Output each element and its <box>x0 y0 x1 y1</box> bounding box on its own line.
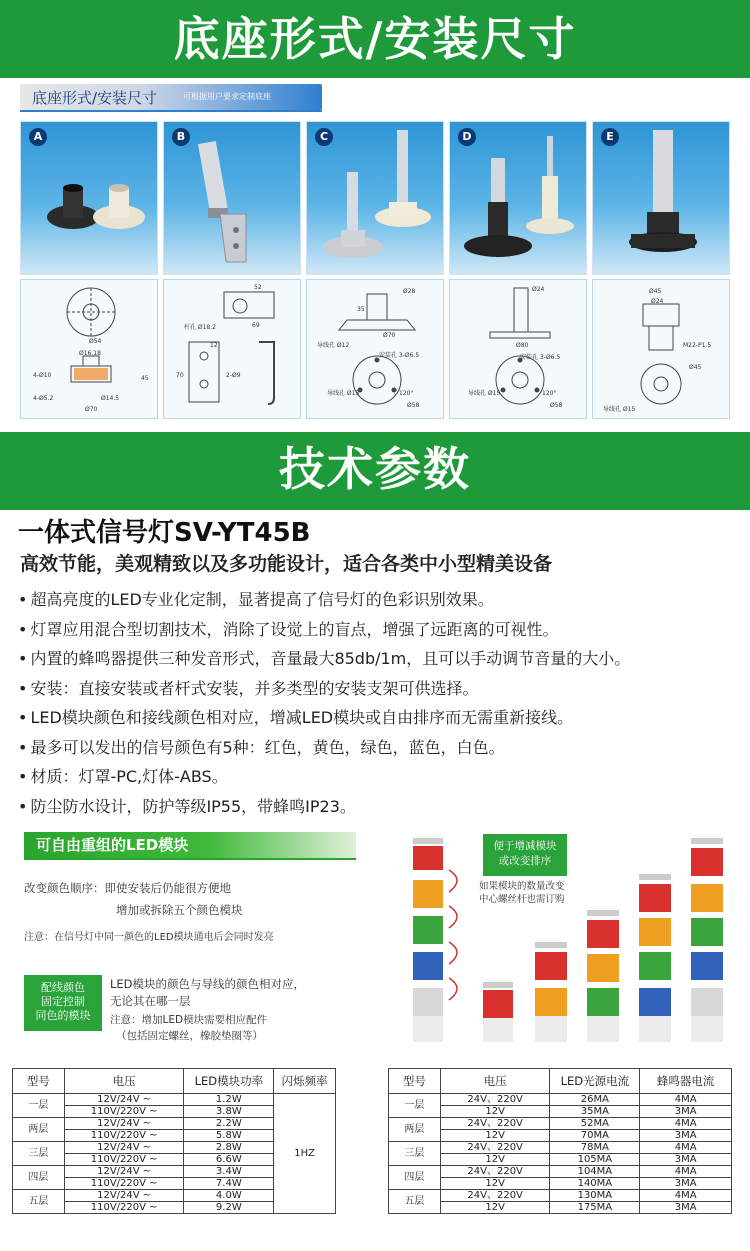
table-cell: 24V、220V <box>440 1190 550 1202</box>
table-cell: 12V/24V ~ <box>64 1166 184 1178</box>
table-cell: 110V/220V ~ <box>64 1106 184 1118</box>
table-cell: 1.2W <box>184 1094 274 1106</box>
table-cell: 24V、220V <box>440 1166 550 1178</box>
table-cell: 一层 <box>389 1094 441 1118</box>
table-row <box>389 1094 732 1106</box>
product-subtitle: 高效节能，美观精致以及多功能设计，适合各类中小型精美设备 <box>20 553 553 575</box>
module-note1: 注意：在信号灯中同一颜色的LED模块通电后会同时发亮 <box>24 932 274 943</box>
module-line2: 增加或拆除五个颜色模块 <box>116 903 243 917</box>
wiring-color-box <box>24 975 102 1031</box>
module-stack-left <box>413 838 457 1042</box>
table-cell: 24V、220V <box>440 1118 550 1130</box>
dim-label: 导线孔 Ø15 <box>468 390 501 397</box>
module-note2: 注意：增加LED模块需要相应配件 <box>110 1014 268 1026</box>
section-title-tech: 技术参数 <box>0 432 750 510</box>
dim-label: Ø14.5 <box>101 395 120 402</box>
base-subheader-note: 可根据用户要求定制底座 <box>183 92 271 101</box>
table-cell: 一层 <box>13 1094 65 1118</box>
table-header: 型号 <box>389 1069 441 1094</box>
table-cell: 4MA <box>640 1166 732 1178</box>
feature-item: • 材质：灯罩-PC,灯体-ABS。 <box>18 765 738 795</box>
module-desc1: LED模块的颜色与导线的颜色相对应， <box>110 977 306 991</box>
table-row <box>389 1178 732 1190</box>
feature-list <box>18 588 738 824</box>
dim-label: Ø70 <box>383 332 396 339</box>
dim-label: Ø58 <box>550 402 563 409</box>
base-subheader <box>20 84 322 110</box>
feature-item: • 灯罩应用混合型切割技术，消除了设觉上的盲点，增强了远距离的可视性。 <box>18 618 738 648</box>
table-header: 电压 <box>440 1069 550 1094</box>
table-row <box>389 1154 732 1166</box>
dim-label: Ø58 <box>407 402 420 409</box>
dim-label: Ø24 <box>532 286 545 293</box>
base-photo-e <box>592 121 730 275</box>
callout-line: 便于增减模块 <box>493 840 557 852</box>
dim-label: 4-Ø5.2 <box>33 395 54 402</box>
feature-item: • LED模块颜色和接线颜色相对应，增减LED模块或自由排序而无需重新接线。 <box>18 706 738 736</box>
table-cell: 四层 <box>389 1166 441 1190</box>
table-cell: 4.0W <box>184 1190 274 1202</box>
dim-label: Ø80 <box>516 342 529 349</box>
table-row <box>389 1142 732 1154</box>
feature-item: • 安装：直接安装或者杆式安装，并多类型的安装支架可供选择。 <box>18 677 738 707</box>
dim-label: 导线孔 Ø15 <box>327 390 360 397</box>
feature-item: • 最多可以发出的信号颜色有5种：红色，黄色，绿色，蓝色，白色。 <box>18 736 738 766</box>
module-header-underline <box>24 858 356 860</box>
module-stack-2 <box>535 942 567 1042</box>
dim-label: Ø28 <box>403 288 416 295</box>
dim-label: 导线孔 Ø12 <box>317 342 350 349</box>
badge-d: D <box>458 128 476 146</box>
table-cell: 110V/220V ~ <box>64 1202 184 1214</box>
table-cell: 4MA <box>640 1094 732 1106</box>
dim-label: Ø24 <box>651 298 664 305</box>
table-header: LED光源电流 <box>550 1069 640 1094</box>
table-cell: 四层 <box>13 1166 65 1190</box>
base-drawing-a <box>20 279 158 419</box>
base-photo-a <box>20 121 158 275</box>
table-cell: 3MA <box>640 1202 732 1214</box>
table-cell: 140MA <box>550 1178 640 1190</box>
table-cell: 12V <box>440 1202 550 1214</box>
table-row <box>389 1130 732 1142</box>
dim-label: 2-Ø9 <box>226 372 241 379</box>
table-cell: 3MA <box>640 1178 732 1190</box>
table-cell: 五层 <box>389 1190 441 1214</box>
dim-label: 安装孔 3-Ø6.5 <box>520 354 561 361</box>
base-drawing-b <box>163 279 301 419</box>
power-spec-table <box>12 1068 336 1214</box>
module-line1: 改变颜色顺序：即使安装后仍能很方便地 <box>24 881 231 895</box>
table-cell: 52MA <box>550 1118 640 1130</box>
badge-a: A <box>29 128 47 146</box>
dim-label: M22-P1.5 <box>683 342 712 349</box>
wiring-color-line: 配线颜色 <box>41 981 85 994</box>
table-cell: 4MA <box>640 1142 732 1154</box>
dim-label: Ø16.18 <box>79 350 101 357</box>
dim-label: 120° <box>399 390 414 397</box>
table-header: 型号 <box>13 1069 65 1094</box>
feature-item: • 内置的蜂鸣器提供三种发音形式，音量最大85db/1m，且可以手动调节音量的大小。 <box>18 647 738 677</box>
led-module-illustration <box>405 830 735 1045</box>
table-cell: 110V/220V ~ <box>64 1154 184 1166</box>
table-cell: 12V <box>440 1178 550 1190</box>
dim-label: Ø70 <box>85 406 98 413</box>
table-cell: 175MA <box>550 1202 640 1214</box>
dim-label: 35 <box>357 306 365 313</box>
table-cell: 4MA <box>640 1118 732 1130</box>
table-cell: 3MA <box>640 1106 732 1118</box>
callout-note2: 中心螺丝杆也需订购 <box>479 894 565 905</box>
table-cell: 26MA <box>550 1094 640 1106</box>
table-cell: 12V/24V ~ <box>64 1118 184 1130</box>
table-cell: 3.8W <box>184 1106 274 1118</box>
base-photo-b <box>163 121 301 275</box>
dim-label: 导线孔 Ø15 <box>603 406 636 413</box>
module-header <box>24 832 356 858</box>
base-drawing-d <box>449 279 587 419</box>
table-cell: 110V/220V ~ <box>64 1130 184 1142</box>
table-cell: 两层 <box>13 1118 65 1142</box>
dim-label: 杆孔 Ø18.2 <box>184 324 216 331</box>
table-cell: 70MA <box>550 1130 640 1142</box>
table-cell: 2.8W <box>184 1142 274 1154</box>
dim-label: Ø45 <box>649 288 662 295</box>
module-note3: （包括固定螺丝，橡胶垫圈等） <box>116 1030 263 1042</box>
table-cell: 110V/220V ~ <box>64 1178 184 1190</box>
module-stack-5 <box>691 838 723 1042</box>
table-header: 蜂鸣器电流 <box>640 1069 732 1094</box>
table-cell: 12V/24V ~ <box>64 1190 184 1202</box>
table-cell: 4MA <box>640 1190 732 1202</box>
table-cell: 78MA <box>550 1142 640 1154</box>
table-header-row <box>13 1069 336 1094</box>
dim-label: 12 <box>210 342 218 349</box>
dim-label: 52 <box>254 284 262 291</box>
base-b-image <box>164 122 301 275</box>
table-row <box>389 1190 732 1202</box>
base-photo-c <box>306 121 444 275</box>
base-drawing-c <box>306 279 444 419</box>
callout-note1: 如果模块的数量改变 <box>479 881 565 892</box>
table-cell: 3MA <box>640 1154 732 1166</box>
table-header: LED模块功率 <box>184 1069 274 1094</box>
dim-label: 120° <box>542 390 557 397</box>
wiring-color-line: 固定控制 <box>41 995 85 1008</box>
table-cell: 12V/24V ~ <box>64 1142 184 1154</box>
module-stack-4 <box>639 874 671 1042</box>
base-e-image <box>593 122 730 275</box>
module-header-text: 可自由重组的LED模块 <box>36 836 189 854</box>
dim-label: 69 <box>252 322 260 329</box>
base-c-image <box>307 122 444 275</box>
table-header-row <box>389 1069 732 1094</box>
table-cell: 130MA <box>550 1190 640 1202</box>
table-cell: 9.2W <box>184 1202 274 1214</box>
module-desc2: 无论其在哪一层 <box>110 994 191 1008</box>
table-cell: 12V <box>440 1106 550 1118</box>
table-cell: 三层 <box>13 1142 65 1166</box>
table-cell: 24V、220V <box>440 1094 550 1106</box>
base-photo-d <box>449 121 587 275</box>
current-spec-table <box>388 1068 732 1214</box>
table-cell: 12V <box>440 1130 550 1142</box>
badge-b: B <box>172 128 190 146</box>
base-d-image <box>450 122 587 275</box>
dim-label: 安装孔 3-Ø6.5 <box>379 352 420 359</box>
table-cell: 3MA <box>640 1130 732 1142</box>
table-cell: 104MA <box>550 1166 640 1178</box>
badge-e: E <box>601 128 619 146</box>
table-row <box>389 1166 732 1178</box>
table-cell: 1HZ <box>274 1094 336 1214</box>
table-cell: 5.8W <box>184 1130 274 1142</box>
subheader-underline <box>20 110 322 112</box>
callout-box <box>483 834 567 876</box>
module-stack-1 <box>483 982 513 1042</box>
table-row <box>389 1118 732 1130</box>
base-subheader-title: 底座形式/安装尺寸 <box>32 89 158 107</box>
table-header: 闪烁频率 <box>274 1069 336 1094</box>
dim-label: 70 <box>176 372 184 379</box>
table-cell: 五层 <box>13 1190 65 1214</box>
feature-item: • 超高亮度的LED专业化定制，显著提高了信号灯的色彩识别效果。 <box>18 588 738 618</box>
table-cell: 105MA <box>550 1154 640 1166</box>
dim-label: Ø45 <box>689 364 702 371</box>
section-title-base: 底座形式/安装尺寸 <box>0 0 750 78</box>
table-cell: 3.4W <box>184 1166 274 1178</box>
table-cell: 24V、220V <box>440 1142 550 1154</box>
badge-c: C <box>315 128 333 146</box>
callout-line: 或改变排序 <box>498 855 552 867</box>
table-row <box>389 1106 732 1118</box>
table-cell: 35MA <box>550 1106 640 1118</box>
base-a-image <box>21 122 158 275</box>
feature-item: • 防尘防水设计，防护等级IP55，带蜂鸣IP23。 <box>18 795 738 825</box>
table-cell: 三层 <box>389 1142 441 1166</box>
table-row <box>13 1094 336 1106</box>
dim-label: 4-Ø10 <box>33 372 52 379</box>
table-row <box>389 1202 732 1214</box>
table-cell: 两层 <box>389 1118 441 1142</box>
table-header: 电压 <box>64 1069 184 1094</box>
table-cell: 2.2W <box>184 1118 274 1130</box>
table-cell: 6.6W <box>184 1154 274 1166</box>
base-drawing-e <box>592 279 730 419</box>
product-model: 一体式信号灯SV-YT45B <box>18 518 311 548</box>
table-cell: 7.4W <box>184 1178 274 1190</box>
table-cell: 12V/24V ~ <box>64 1094 184 1106</box>
wiring-color-line: 同色的模块 <box>35 1009 91 1022</box>
table-cell: 12V <box>440 1154 550 1166</box>
dim-label: 45 <box>141 375 149 382</box>
module-stack-3 <box>587 910 619 1042</box>
dim-label: Ø54 <box>89 338 102 345</box>
